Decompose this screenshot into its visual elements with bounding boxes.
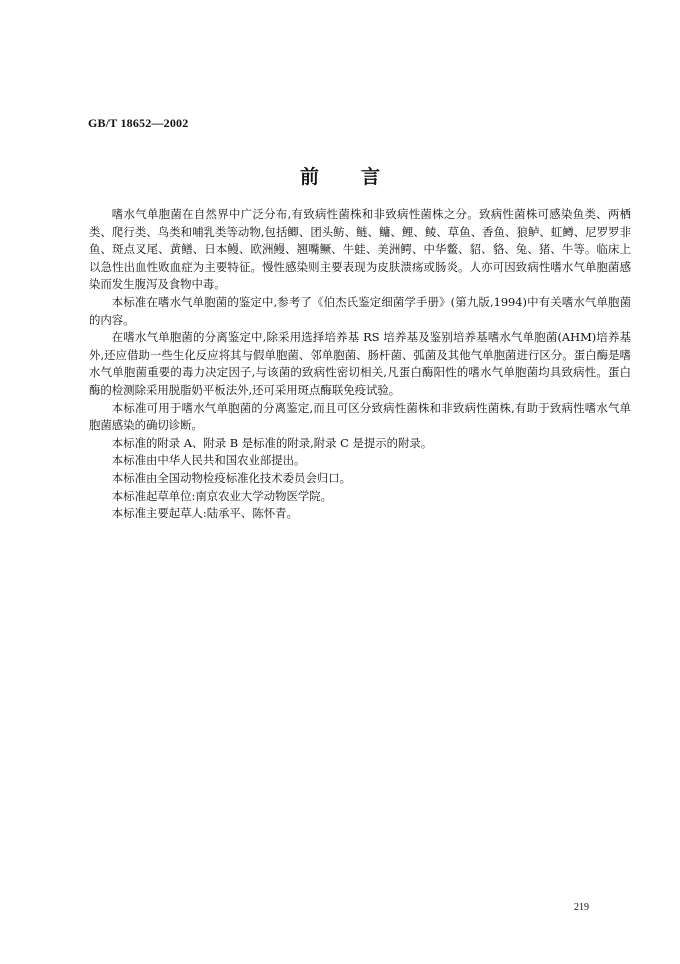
page-title: 前言 bbox=[299, 166, 422, 188]
paragraph-purpose: 本标准可用于嗜水气单胞菌的分离鉴定,而且可区分致病性菌株和非致病性菌株,有助于致病性嗜水气单胞菌感染的确切诊断。 bbox=[89, 400, 631, 433]
page-number: 219 bbox=[574, 902, 589, 913]
paragraph-committee: 本标准由全国动物检疫标准化技术委员会归口。 bbox=[111, 470, 352, 485]
paragraph-method: 在嗜水气单胞菌的分离鉴定中,除采用选择培养基 RS 培养基及鉴别培养基嗜水气单胞菌(AHM)培养基外,还应借助一些生化反应将其与假单胞菌、邻单胞菌、肠杆菌、弧菌及其他气单胞菌进行区分。蛋白酶是嗜水气单胞菌重要的毒力决定因子,与该菌的致病性密切相关,凡蛋白酶阳性的嗜水气单胞菌均具致病性。蛋白酶的检测除采用脱脂奶平板法外,还可采用斑点酶联免疫试验。 bbox=[89, 330, 631, 397]
paragraph-proposer: 本标准由中华人民共和国农业部提出。 bbox=[111, 453, 306, 468]
standard-code: GB/T 18652—2002 bbox=[88, 116, 189, 130]
paragraph-reference: 本标准在嗜水气单胞菌的鉴定中,参考了《伯杰氏鉴定细菌学手册》(第九版,1994)中有关嗜水气单胞菌的内容。 bbox=[89, 294, 631, 327]
paragraph-appendix: 本标准的附录 A、附录 B 是标准的附录,附录 C 是提示的附录。 bbox=[111, 435, 433, 450]
paragraph-drafting-unit: 本标准起草单位:南京农业大学动物医学院。 bbox=[111, 488, 333, 503]
paragraph-drafters: 本标准主要起草人:陆承平、陈怀青。 bbox=[111, 506, 298, 521]
preface-body bbox=[89, 206, 631, 523]
paragraph-intro: 嗜水气单胞菌在自然界中广泛分布,有致病性菌株和非致病性菌株之分。致病性菌株可感染鱼类、两栖类、爬行类、鸟类和哺乳类等动物,包括鲫、团头鲂、鲢、鳙、鲤、鲮、草鱼、香鱼、狼鲈、虹鳟、尼罗罗非鱼、斑点叉尾、黄鳝、日本鳗、欧洲鳗、翘嘴鳜、牛蛙、美洲鳄、中华鳖、貂、貉、兔、猪、牛等。临床上以急性出血性败血症为主要特征。慢性感染则主要表现为皮肤溃疡或肠炎。人亦可因致病性嗜水气单胞菌感染而发生腹泻及食物中毒。 bbox=[89, 207, 631, 292]
